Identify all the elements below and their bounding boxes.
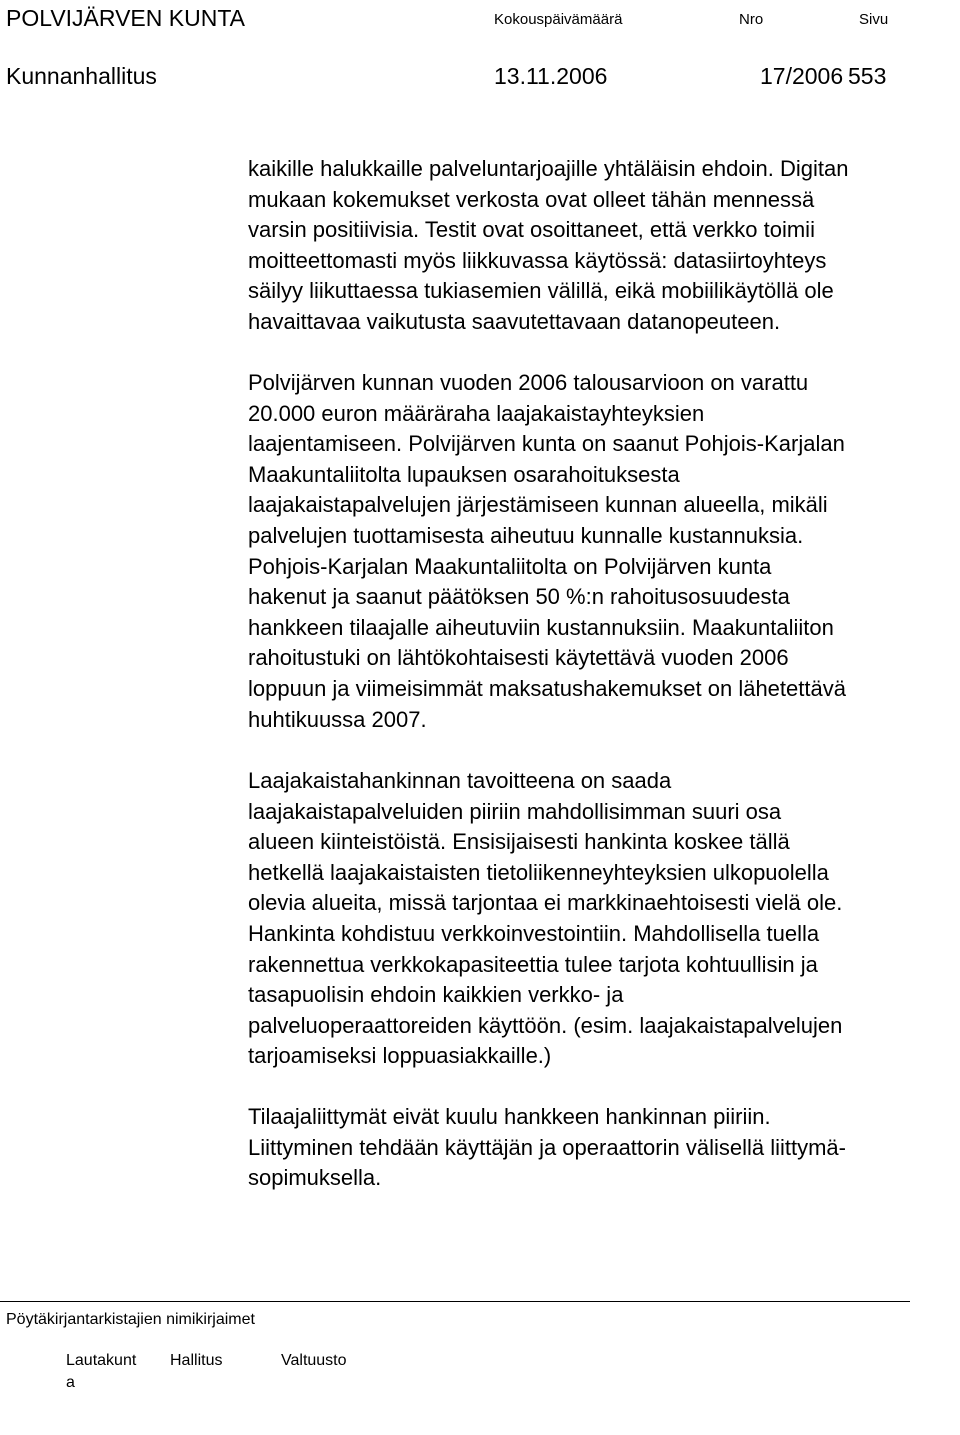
text-line: huhtikuussa 2007. — [248, 706, 427, 732]
text-line: 20.000 euron määräraha laajakaistayhteyksien — [248, 400, 705, 426]
text-line: säilyy liikuttaessa tukiasemien välillä, eikä mobiilikäytöllä ole — [248, 278, 834, 304]
text-line: laajakaistapalveluiden piiriin mahdollisimman suuri osa — [248, 798, 782, 824]
text-line: sopimuksella. — [248, 1165, 382, 1191]
paragraph-4 — [248, 1102, 960, 1194]
paragraph-2 — [248, 368, 960, 735]
text-line: Tilaajaliittymät eivät kuulu hankkeen hankinnan piiriin. — [248, 1104, 771, 1129]
text-line: rakennettua verkkokapasiteettia tulee tarjota kohtuullisin ja — [248, 951, 818, 977]
text-line: palvelujen tuottamisesta aiheutuu kunnalle kustannuksia. — [248, 522, 804, 548]
text-line: varsin positiivisia. Testit ovat osoittaneet, että verkko toimii — [248, 217, 815, 243]
text-line: Pohjois-Karjalan Maakuntaliitolta on Polvijärven kunta — [248, 553, 772, 579]
text-line: hetkellä laajakaistaisten tietoliikenneyhteyksien ulkopuolella — [248, 859, 829, 885]
page-label: Sivu — [859, 11, 889, 28]
text-line: alueen kiinteistöistä. Ensisijaisesti hankinta koskee tällä — [248, 829, 790, 855]
text-line: tasapuolisin ehdoin kaikkien verkko- ja — [248, 982, 624, 1008]
text-line: Laajakaistahankinnan tavoitteena on saada — [248, 768, 672, 793]
text-line: mukaan kokemukset verkosta ovat olleet tähän mennessä — [248, 186, 815, 212]
text-line: havaittavaa vaikutusta saavutettavaan datanopeuteen. — [248, 308, 781, 334]
text-line: olevia alueita, missä tarjontaa ei markkinaehtoisesti vielä ole. — [248, 890, 843, 916]
footer-title: Pöytäkirjantarkistajien nimikirjaimet — [6, 1311, 255, 1328]
text-line: Polvijärven kunnan vuoden 2006 talousarvioon on varattu — [248, 370, 809, 395]
governing-body: Kunnanhallitus — [6, 63, 157, 89]
footer-col-board: Hallitus — [170, 1352, 223, 1369]
text-line: Maakuntaliitolta lupauksen osarahoituksesta — [248, 461, 680, 487]
page-number: 553 — [848, 63, 887, 89]
text-line: Hankinta kohdistuu verkkoinvestointiin. Mahdollisella tuella — [248, 920, 820, 946]
text-line: tarjoamiseksi loppuasiakkaille.) — [248, 1043, 552, 1069]
organization-name: POLVIJÄRVEN KUNTA — [6, 5, 246, 31]
text-line: hankkeen tilaajalle aiheutuviin kustannuksiin. Maakuntaliiton — [248, 614, 834, 640]
paragraph-1 — [248, 154, 960, 338]
text-line: loppuun ja viimeisimmät maksatushakemukset on lähetettävä — [248, 675, 846, 701]
text-line: palveluoperaattoreiden käyttöön. (esim. laajakaistapalvelujen — [248, 1012, 843, 1038]
text-line: Liittyminen tehdään käyttäjän ja operaattorin välisellä liittymä- — [248, 1134, 846, 1160]
text-line: rahoitustuki on lähtökohtaisesti käytettävä vuoden 2006 — [248, 645, 789, 671]
footer-col-council: Valtuusto — [281, 1352, 347, 1369]
paragraph-3 — [248, 766, 960, 1072]
footer-divider — [0, 1301, 910, 1302]
text-line: laajentamiseen. Polvijärven kunta on saanut Pohjois-Karjalan — [248, 431, 845, 457]
meeting-number: 17/2006 — [760, 63, 844, 89]
number-label: Nro — [739, 11, 764, 28]
footer-col-committee: Lautakunt — [66, 1352, 137, 1369]
text-line: moitteettomasti myös liikkuvassa käytössä: datasiirtoyhteys — [248, 247, 827, 273]
meeting-date-label: Kokouspäivämäärä — [494, 11, 623, 28]
text-line: kaikille halukkaille palveluntarjoajille yhtäläisin ehdoin. Digitan — [248, 156, 849, 181]
text-line: hakenut ja saanut päätöksen 50 %:n rahoitusosuudesta — [248, 584, 790, 610]
text-line: laajakaistapalvelujen järjestämiseen kunnan alueella, mikäli — [248, 492, 828, 518]
footer-col-committee-cont: a — [66, 1374, 75, 1391]
meeting-date: 13.11.2006 — [494, 63, 608, 89]
